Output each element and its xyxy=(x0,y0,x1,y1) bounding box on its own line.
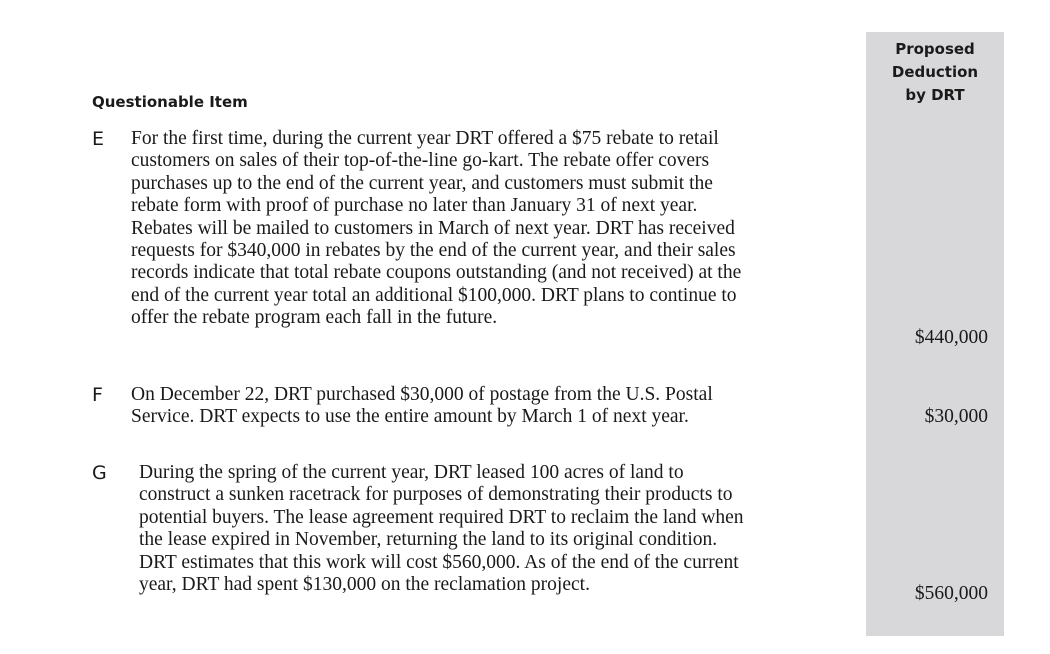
item-letter: F xyxy=(92,384,103,406)
item-e-amount: $440,000 xyxy=(914,327,988,348)
deduction-header-line: Deduction xyxy=(891,63,979,81)
item-description: On December 22, DRT purchased $30,000 of postage from the U.S. Postal Service. DRT expects to use the entire amount by March 1 of next year. xyxy=(131,384,713,428)
deduction-header-line: by DRT xyxy=(905,86,965,104)
item-g-amount: $560,000 xyxy=(914,583,988,604)
deduction-column-header xyxy=(866,38,1004,107)
item-description: During the spring of the current year, DRT leased 100 acres of land to construct a sunken racetrack for purposes of demonstrating their products to potential buyers. The lease agreement required DRT to reclaim the land when the lease expired in November, returning the land to its original condition. DRT estimates that this work will cost $560,000. As of the end of the current year, DRT had spent $130,000 on the reclamation project. xyxy=(139,462,744,596)
item-column-header: Questionable Item xyxy=(92,93,248,111)
item-letter: G xyxy=(92,462,107,484)
item-letter: E xyxy=(92,128,105,150)
item-f-amount: $30,000 xyxy=(924,406,988,427)
deduction-header-line: Proposed xyxy=(895,40,975,58)
item-description: For the first time, during the current year DRT offered a $75 rebate to retail customers on sales of their top-of-the-line go-kart. The rebate offer covers purchases up to the end of the current year, and customers must submit the rebate form with proof of purchase no later than January 31 of next year. Rebates will be mailed to customers in March of next year. DRT has received requests for $340,000 in rebates by the end of the current year, and their sales records indicate that total rebate coupons outstanding (and not received) at the end of the current year total an additional $100,000. DRT plans to continue to offer the rebate program each fall in the future. xyxy=(131,128,742,329)
